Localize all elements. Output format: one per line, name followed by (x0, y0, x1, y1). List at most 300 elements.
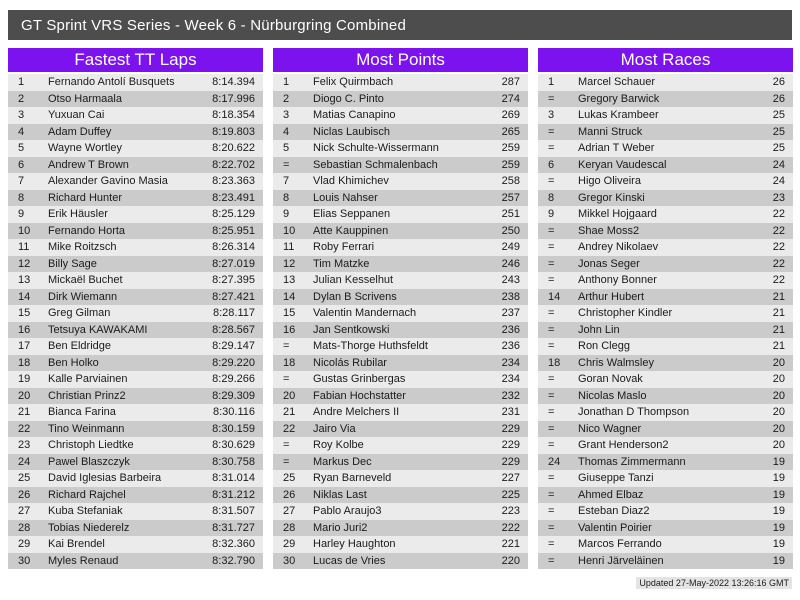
name-cell: Henri Järveläinen (578, 554, 664, 567)
value-cell: 234 (501, 373, 520, 386)
value-cell: 232 (501, 389, 520, 402)
name-cell: Niclas Laubisch (313, 125, 391, 138)
rank-cell: 6 (548, 158, 555, 171)
table-row (8, 322, 263, 339)
rank-cell: = (283, 373, 290, 386)
table-row (538, 470, 793, 487)
value-cell: 220 (501, 554, 520, 567)
table-row (8, 190, 263, 207)
table-row (8, 355, 263, 372)
table-row (273, 206, 528, 223)
name-cell: Andre Melchers II (313, 406, 400, 419)
rank-cell: 16 (18, 323, 31, 336)
name-cell: Anthony Bonner (578, 274, 657, 287)
leaderboard-table (538, 48, 793, 569)
name-cell: Chris Walmsley (578, 356, 654, 369)
rank-cell: 22 (283, 422, 296, 435)
table-row (8, 388, 263, 405)
name-cell: Marcos Ferrando (578, 538, 662, 551)
rank-cell: 18 (283, 356, 296, 369)
rank-cell: 25 (283, 472, 296, 485)
name-cell: Valentin Mandernach (313, 307, 417, 320)
name-cell: Mickaël Buchet (48, 274, 123, 287)
value-cell: 259 (501, 142, 520, 155)
name-cell: Myles Renaud (48, 554, 119, 567)
table-rows (8, 74, 263, 569)
table-row (273, 421, 528, 438)
rank-cell: 29 (18, 538, 31, 551)
name-cell: Matias Canapino (313, 109, 396, 122)
rank-cell: 9 (548, 208, 555, 221)
rank-cell: 4 (18, 125, 25, 138)
table-row (273, 256, 528, 273)
rank-cell: 9 (18, 208, 25, 221)
table-row (273, 536, 528, 553)
rank-cell: 20 (283, 389, 296, 402)
value-cell: 8:27.421 (212, 290, 255, 303)
rank-cell: 9 (283, 208, 290, 221)
name-cell: Fernando Horta (48, 224, 126, 237)
name-cell: Niklas Last (313, 488, 367, 501)
name-cell: Dylan B Scrivens (313, 290, 397, 303)
name-cell: Tim Matzke (313, 257, 370, 270)
value-cell: 22 (772, 208, 785, 221)
value-cell: 221 (501, 538, 520, 551)
name-cell: Jan Sentkowski (313, 323, 390, 336)
rank-cell: 30 (18, 554, 31, 567)
rank-cell: 29 (283, 538, 296, 551)
table-row (8, 239, 263, 256)
table-row (8, 173, 263, 190)
rank-cell: 18 (18, 356, 31, 369)
table-row (8, 421, 263, 438)
name-cell: Higo Oliveira (578, 175, 641, 188)
rank-cell: 4 (283, 125, 290, 138)
value-cell: 222 (501, 521, 520, 534)
rank-cell: 12 (18, 257, 31, 270)
name-cell: Ron Clegg (578, 340, 630, 353)
table-row (273, 553, 528, 570)
table-row (538, 454, 793, 471)
rank-cell: 22 (18, 422, 31, 435)
rank-cell: = (548, 488, 555, 501)
titlebar (8, 10, 792, 40)
name-cell: David Iglesias Barbeira (48, 472, 162, 485)
value-cell: 19 (772, 521, 785, 534)
rank-cell: = (548, 142, 555, 155)
name-cell: Erik Häusler (48, 208, 108, 221)
value-cell: 251 (501, 208, 520, 221)
value-cell: 25 (772, 125, 785, 138)
table-row (8, 157, 263, 174)
rank-cell: 2 (283, 92, 290, 105)
value-cell: 8:28.117 (212, 307, 255, 320)
name-cell: Ben Eldridge (48, 340, 111, 353)
rank-cell: 14 (283, 290, 296, 303)
table-rows (273, 74, 528, 569)
name-cell: Elias Seppanen (313, 208, 391, 221)
name-cell: Nicolás Rubilar (313, 356, 387, 369)
rank-cell: = (548, 257, 555, 270)
rank-cell: 20 (18, 389, 31, 402)
rank-cell: 16 (283, 323, 296, 336)
table-row (8, 305, 263, 322)
name-cell: Gregory Barwick (578, 92, 660, 105)
value-cell: 8:18.354 (212, 109, 255, 122)
value-cell: 234 (501, 356, 520, 369)
rank-cell: 8 (548, 191, 555, 204)
table-row (538, 322, 793, 339)
name-cell: Atte Kauppinen (313, 224, 389, 237)
name-cell: Gustas Grinbergas (313, 373, 406, 386)
rank-cell: 28 (18, 521, 31, 534)
value-cell: 249 (501, 241, 520, 254)
value-cell: 19 (772, 505, 785, 518)
table-row (8, 437, 263, 454)
table-row (273, 454, 528, 471)
rank-cell: = (548, 241, 555, 254)
name-cell: Tetsuya KAWAKAMI (48, 323, 148, 336)
rank-cell: 10 (283, 224, 296, 237)
rank-cell: = (283, 340, 290, 353)
table-row (538, 74, 793, 91)
rank-cell: 19 (18, 373, 31, 386)
value-cell: 269 (501, 109, 520, 122)
value-cell: 8:31.727 (212, 521, 255, 534)
rank-cell: = (283, 439, 290, 452)
rank-cell: 26 (18, 488, 31, 501)
table-row (273, 371, 528, 388)
rank-cell: = (548, 175, 555, 188)
table-row (273, 470, 528, 487)
updated-bar (8, 573, 792, 591)
rank-cell: = (548, 521, 555, 534)
value-cell: 8:30.116 (212, 406, 255, 419)
name-cell: Sebastian Schmalenbach (313, 158, 438, 171)
value-cell: 236 (501, 323, 520, 336)
value-cell: 8:30.629 (212, 439, 255, 452)
name-cell: Marcel Schauer (578, 76, 656, 89)
value-cell: 287 (501, 76, 520, 89)
table-row (538, 503, 793, 520)
name-cell: Valentin Poirier (578, 521, 652, 534)
value-cell: 25 (772, 142, 785, 155)
name-cell: Vlad Khimichev (313, 175, 389, 188)
name-cell: Kalle Parviainen (48, 373, 128, 386)
rank-cell: = (283, 158, 290, 171)
rank-cell: 2 (18, 92, 25, 105)
name-cell: Wayne Wortley (48, 142, 122, 155)
name-cell: Tino Weinmann (48, 422, 125, 435)
value-cell: 24 (772, 175, 785, 188)
rank-cell: 17 (18, 340, 31, 353)
name-cell: Adam Duffey (48, 125, 112, 138)
name-cell: Shae Moss2 (578, 224, 640, 237)
name-cell: Christian Prinz2 (48, 389, 126, 402)
table-row (273, 355, 528, 372)
value-cell: 21 (772, 307, 785, 320)
rank-cell: 8 (283, 191, 290, 204)
table-row (273, 503, 528, 520)
name-cell: Louis Nahser (313, 191, 378, 204)
name-cell: Giuseppe Tanzi (578, 472, 654, 485)
table-row (8, 338, 263, 355)
table-row (273, 520, 528, 537)
value-cell: 22 (772, 241, 785, 254)
rank-cell: 11 (283, 241, 295, 254)
value-cell: 8:23.363 (212, 175, 255, 188)
rank-cell: 21 (18, 406, 31, 419)
name-cell: Jonathan D Thompson (578, 406, 690, 419)
value-cell: 8:25.951 (212, 224, 255, 237)
value-cell: 21 (772, 340, 785, 353)
table-row (538, 437, 793, 454)
name-cell: Adrian T Weber (578, 142, 655, 155)
value-cell: 274 (501, 92, 520, 105)
table-row (538, 404, 793, 421)
value-cell: 19 (772, 472, 785, 485)
value-cell: 8:17.996 (212, 92, 255, 105)
table-row (8, 454, 263, 471)
value-cell: 246 (501, 257, 520, 270)
value-cell: 8:30.758 (212, 455, 255, 468)
value-cell: 229 (501, 455, 520, 468)
value-cell: 26 (772, 76, 785, 89)
rank-cell: 12 (283, 257, 296, 270)
value-cell: 258 (501, 175, 520, 188)
table-row (8, 107, 263, 124)
name-cell: Roby Ferrari (313, 241, 375, 254)
table-row (8, 404, 263, 421)
name-cell: Tobias Niederelz (48, 521, 130, 534)
rank-cell: 10 (18, 224, 31, 237)
name-cell: Christoph Liedtke (48, 439, 134, 452)
name-cell: Ahmed Elbaz (578, 488, 644, 501)
table-row (273, 487, 528, 504)
rank-cell: 3 (18, 109, 25, 122)
value-cell: 8:19.803 (212, 125, 255, 138)
value-cell: 23 (772, 191, 785, 204)
rank-cell: 6 (18, 158, 25, 171)
value-cell: 26 (772, 92, 785, 105)
table-row (273, 190, 528, 207)
rank-cell: = (548, 340, 555, 353)
rank-cell: 21 (283, 406, 296, 419)
value-cell: 8:31.014 (212, 472, 255, 485)
name-cell: Grant Henderson2 (578, 439, 669, 452)
rank-cell: = (548, 307, 555, 320)
name-cell: Felix Quirmbach (313, 76, 394, 89)
table-row (538, 487, 793, 504)
table-row (538, 289, 793, 306)
table-row (8, 256, 263, 273)
value-cell: 8:28.567 (212, 323, 255, 336)
value-cell: 19 (772, 488, 785, 501)
table-row (8, 289, 263, 306)
rank-cell: 1 (283, 76, 290, 89)
page-title: GT Sprint VRS Series - Week 6 - Nürburgring Combined (21, 16, 406, 34)
rank-cell: = (548, 323, 555, 336)
table-row (538, 421, 793, 438)
name-cell: Fernando Antolí Busquets (48, 76, 175, 89)
value-cell: 8:29.147 (212, 340, 255, 353)
table-rows (538, 74, 793, 569)
value-cell: 22 (772, 274, 785, 287)
table-row (273, 289, 528, 306)
name-cell: Andrew T Brown (48, 158, 129, 171)
updated-timestamp: Updated 27-May-2022 13:26:16 GMT (636, 577, 792, 589)
value-cell: 265 (501, 125, 520, 138)
rank-cell: 5 (283, 142, 290, 155)
rank-cell: = (548, 389, 555, 402)
table-row (273, 322, 528, 339)
value-cell: 8:30.159 (212, 422, 255, 435)
rank-cell: 15 (18, 307, 31, 320)
table-row (8, 487, 263, 504)
name-cell: Gregor Kinski (578, 191, 645, 204)
rank-cell: 3 (283, 109, 290, 122)
rank-cell: 13 (18, 274, 31, 287)
name-cell: Arthur Hubert (578, 290, 645, 303)
name-cell: Mario Juri2 (313, 521, 368, 534)
value-cell: 236 (501, 340, 520, 353)
value-cell: 22 (772, 224, 785, 237)
name-cell: Thomas Zimmermann (578, 455, 686, 468)
value-cell: 20 (772, 422, 785, 435)
rank-cell: 7 (283, 175, 290, 188)
table-row (538, 140, 793, 157)
value-cell: 21 (772, 323, 785, 336)
name-cell: Harley Haughton (313, 538, 396, 551)
table-row (273, 157, 528, 174)
rank-cell: 25 (18, 472, 31, 485)
name-cell: Pawel Blaszczyk (48, 455, 130, 468)
rank-cell: 14 (18, 290, 31, 303)
value-cell: 8:29.309 (212, 389, 255, 402)
leaderboard-tables (8, 48, 792, 569)
table-row (538, 256, 793, 273)
value-cell: 25 (772, 109, 785, 122)
table-row (273, 437, 528, 454)
value-cell: 259 (501, 158, 520, 171)
value-cell: 19 (772, 455, 785, 468)
name-cell: Lukas Krambeer (578, 109, 659, 122)
name-cell: Yuxuan Cai (48, 109, 105, 122)
value-cell: 20 (772, 356, 785, 369)
leaderboard-table (8, 48, 263, 569)
value-cell: 8:20.622 (212, 142, 255, 155)
table-row (273, 140, 528, 157)
name-cell: Goran Novak (578, 373, 643, 386)
rank-cell: 7 (18, 175, 25, 188)
rank-cell: 27 (283, 505, 296, 518)
value-cell: 229 (501, 439, 520, 452)
value-cell: 238 (501, 290, 520, 303)
table-row (273, 74, 528, 91)
rank-cell: = (548, 505, 555, 518)
name-cell: Nick Schulte-Wissermann (313, 142, 439, 155)
rank-cell: 30 (283, 554, 296, 567)
value-cell: 237 (501, 307, 520, 320)
table-row (8, 503, 263, 520)
rank-cell: = (548, 538, 555, 551)
name-cell: Alexander Gavino Masia (48, 175, 168, 188)
value-cell: 8:29.220 (212, 356, 255, 369)
table-row (538, 272, 793, 289)
value-cell: 8:32.790 (212, 554, 255, 567)
rank-cell: 13 (283, 274, 296, 287)
table-row (8, 371, 263, 388)
rank-cell: 15 (283, 307, 296, 320)
rank-cell: = (548, 274, 555, 287)
table-row (273, 91, 528, 108)
name-cell: Dirk Wiemann (48, 290, 118, 303)
value-cell: 8:14.394 (212, 76, 255, 89)
name-cell: Fabian Hochstatter (313, 389, 406, 402)
value-cell: 250 (501, 224, 520, 237)
rank-cell: 1 (18, 76, 25, 89)
table-row (538, 190, 793, 207)
value-cell: 8:27.019 (212, 257, 255, 270)
name-cell: Kai Brendel (48, 538, 105, 551)
rank-cell: = (548, 554, 555, 567)
table-row (273, 223, 528, 240)
name-cell: Julian Kesselhut (313, 274, 394, 287)
name-cell: Lucas de Vries (313, 554, 386, 567)
table-row (8, 140, 263, 157)
value-cell: 8:31.507 (212, 505, 255, 518)
rank-cell: = (548, 92, 555, 105)
rank-cell: = (548, 224, 555, 237)
name-cell: Otso Harmaala (48, 92, 122, 105)
rank-cell: = (548, 373, 555, 386)
value-cell: 223 (501, 505, 520, 518)
name-cell: Nico Wagner (578, 422, 642, 435)
name-cell: Diogo C. Pinto (313, 92, 384, 105)
table-row (8, 272, 263, 289)
value-cell: 225 (501, 488, 520, 501)
table-row (273, 404, 528, 421)
rank-cell: 24 (548, 455, 561, 468)
table-row (538, 91, 793, 108)
value-cell: 8:23.491 (212, 191, 255, 204)
rank-cell: 5 (18, 142, 25, 155)
rank-cell: 23 (18, 439, 31, 452)
name-cell: Mikkel Hojgaard (578, 208, 657, 221)
table-row (538, 371, 793, 388)
table-row (538, 536, 793, 553)
name-cell: Manni Struck (578, 125, 643, 138)
name-cell: Nicolas Maslo (578, 389, 647, 402)
rank-cell: = (548, 472, 555, 485)
name-cell: Markus Dec (313, 455, 372, 468)
table-row (538, 388, 793, 405)
rank-cell: = (548, 406, 555, 419)
name-cell: Roy Kolbe (313, 439, 364, 452)
table-row (273, 305, 528, 322)
table-row (8, 74, 263, 91)
value-cell: 20 (772, 389, 785, 402)
value-cell: 227 (501, 472, 520, 485)
table-row (273, 107, 528, 124)
table-row (538, 206, 793, 223)
table-row (538, 338, 793, 355)
rank-cell: = (548, 125, 555, 138)
value-cell: 8:27.395 (212, 274, 255, 287)
value-cell: 257 (501, 191, 520, 204)
table-row (8, 124, 263, 141)
value-cell: 19 (772, 554, 785, 567)
